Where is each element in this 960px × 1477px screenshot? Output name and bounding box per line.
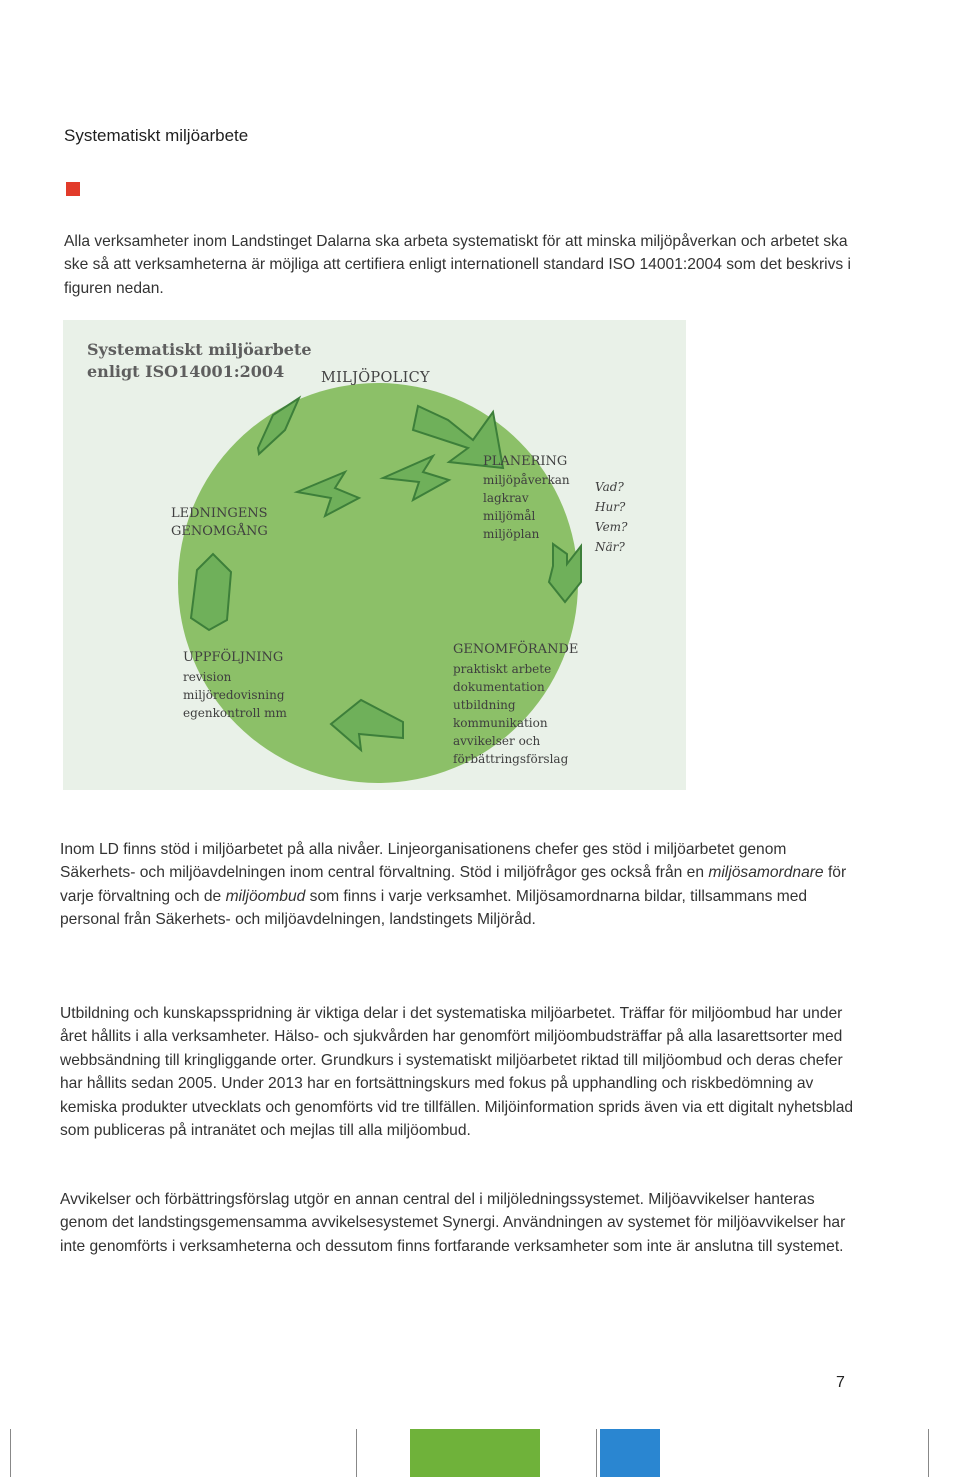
red-square-marker — [66, 182, 80, 196]
policy-label: MILJÖPOLICY — [321, 370, 430, 386]
footer-blue-bar — [600, 1429, 660, 1477]
implementation-item-1: praktiskt arbete — [453, 662, 552, 676]
support-text-1: Inom LD finns stöd i miljöarbetet på alla nivåer. Linjeorganisationens chefer ges stöd i miljöarbetet genom Säkerhets- och miljöavdelningen inom central förvaltning. Stöd i miljöfrågor ges också från en — [60, 841, 787, 882]
page-heading: Systematiskt miljöarbete — [64, 126, 249, 145]
footer-line-2 — [356, 1429, 357, 1477]
implementation-item-2: dokumentation — [453, 680, 545, 694]
planning-item-3: miljömål — [483, 509, 536, 523]
implementation-title: GENOMFÖRANDE — [453, 642, 579, 657]
figure-title-line1: Systematiskt miljöarbete — [87, 340, 312, 359]
followup-item-2: miljöredovisning — [183, 688, 285, 702]
support-text-3: som finns i varje verksamhet. Miljösamordnarna bildar, tillsammans med personal från Säkerhets- och miljöavdelningen, landstingets Miljöråd. — [60, 887, 808, 929]
footer-line-3 — [596, 1429, 597, 1477]
footer-line-1 — [10, 1429, 11, 1477]
figure-title-line2: enligt ISO14001:2004 — [87, 362, 285, 381]
support-paragraph — [60, 838, 860, 932]
footer-green-bar — [410, 1429, 540, 1477]
education-paragraph: Utbildning och kunskapsspridning är viktiga delar i det systematiska miljöarbetet. Träffar för miljöombud har under året hållits i alla verksamheter. Hälso- och sjukvården har genomfört miljöombudsträffar på alla lasarettsorter med webbsändning till kringliggande orter. Grundkurs i systematiskt miljöarbetet riktad till miljöombud och deras chefer har hållits sedan 2005. Under 2013 har en fortsättningskurs med fokus på upphandling och riskbedömning av kemiska produkter utvecklats och genomförts vid tre tillfällen. Miljöinformation sprids även via ett digitalt nyhetsblad som publiceras på intranätet och mejlas till alla miljöombud. — [60, 1005, 854, 1140]
deviations-paragraph: Avvikelser och förbättringsförslag utgör en annan central del i miljöledningssystemet. Miljöavvikelser hanteras genom det landstingsgemensamma avvikelsesystemet Synergi. Användningen av systemet för miljöavvikelser har inte genomförts i verksamheterna och dessutom finns fortfarande verksamheter som inte är anslutna till systemet. — [60, 1191, 846, 1255]
support-emphasis-1: miljösamordnare — [708, 864, 824, 882]
planning-title: PLANERING — [483, 454, 568, 469]
planning-item-1: miljöpåverkan — [483, 473, 570, 487]
planning-item-2: lagkrav — [483, 491, 529, 505]
planning-question-1: Vad? — [595, 480, 624, 494]
review-label-line2: GENOMGÅNG — [171, 524, 268, 539]
implementation-item-5: avvikelser och — [453, 734, 541, 748]
support-emphasis-2: miljöombud — [225, 887, 306, 905]
iso-cycle-figure — [63, 320, 686, 790]
followup-item-3: egenkontroll mm — [183, 706, 287, 720]
implementation-item-3: utbildning — [453, 698, 516, 712]
intro-paragraph: Alla verksamheter inom Landstinget Dalarna ska arbeta systematiskt för att minska miljöpåverkan och arbetet ska ske så att verksamheterna är möjliga att certifiera enligt internationell standard ISO 14001:2004 som det beskrivs i figuren nedan. — [64, 233, 852, 297]
implementation-item-4: kommunikation — [453, 716, 548, 730]
page-number: 7 — [836, 1374, 845, 1391]
planning-question-3: Vem? — [595, 520, 628, 534]
planning-question-4: När? — [595, 540, 625, 554]
footer-line-4 — [928, 1429, 929, 1477]
planning-question-2: Hur? — [595, 500, 626, 514]
followup-title: UPPFÖLJNING — [183, 650, 284, 665]
cycle-diagram — [63, 320, 686, 790]
planning-item-4: miljöplan — [483, 527, 540, 541]
followup-item-1: revision — [183, 670, 232, 684]
review-label-line1: LEDNINGENS — [171, 506, 268, 521]
implementation-item-6: förbättringsförslag — [453, 752, 569, 766]
support-text-2: för varje förvaltning och de — [60, 864, 847, 905]
